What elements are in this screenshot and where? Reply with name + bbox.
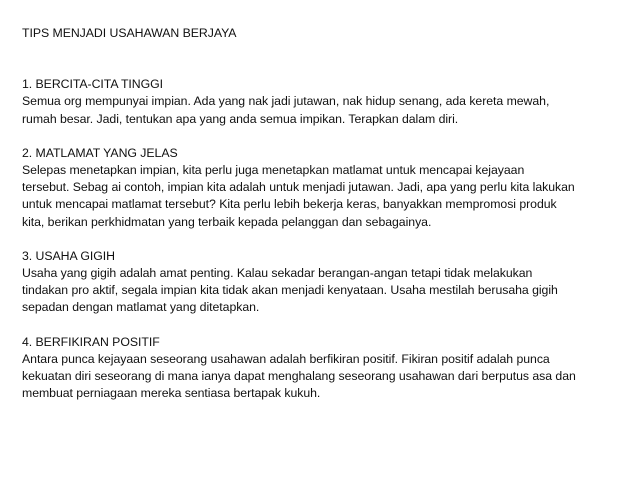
section-heading: 2. MATLAMAT YANG JELAS	[22, 145, 178, 160]
section-body: Usaha yang gigih adalah amat penting. Kalau sekadar berangan-angan tetapi tidak melakukan tindakan pro aktif, segala impian kita tidak akan menjadi kenyataan. Usaha mestilah berusaha gigih sepadan dengan matlamat yang ditetapkan.	[22, 266, 558, 315]
section-usaha-gigih	[22, 248, 622, 317]
section-body: Antara punca kejayaan seseorang usahawan adalah berfikiran positif. Fikiran positif adalah punca kekuatan diri seseorang di mana ianya dapat menghalang seseorang usahawan dari berputus asa dan membuat perniagaan mereka sentiasa bertapak kukuh.	[22, 351, 576, 401]
section-bercita-cita-tinggi	[22, 76, 622, 128]
section-heading: 4. BERFIKIRAN POSITIF	[22, 334, 160, 349]
section-matlamat-yang-jelas	[22, 145, 622, 231]
section-body: Semua org mempunyai impian. Ada yang nak jadi jutawan, nak hidup senang, ada kereta mewah, rumah besar. Jadi, tentukan apa yang anda semua impikan. Terapkan dalam diri.	[22, 94, 550, 126]
section-berfikiran-positif	[22, 334, 622, 403]
section-heading: 1. BERCITA-CITA TINGGI	[22, 77, 164, 92]
section-body: Selepas menetapkan impian, kita perlu juga menetapkan matlamat untuk mencapai kejayaan tersebut. Sebag ai contoh, impian kita adalah untuk menjadi jutawan. Jadi, apa yang perlu kita lakukan untuk mencapai matlamat tersebut? Kita perlu lebih bekerja keras, banyakkan mempromosi produk kita, berikan perkhidmatan yang terbaik kepada pelanggan dan sebagainya.	[22, 163, 575, 229]
document-title: TIPS MENJADI USAHAWAN BERJAYA	[22, 26, 237, 40]
document-content	[22, 25, 622, 419]
section-heading: 3. USAHA GIGIH	[22, 248, 115, 263]
